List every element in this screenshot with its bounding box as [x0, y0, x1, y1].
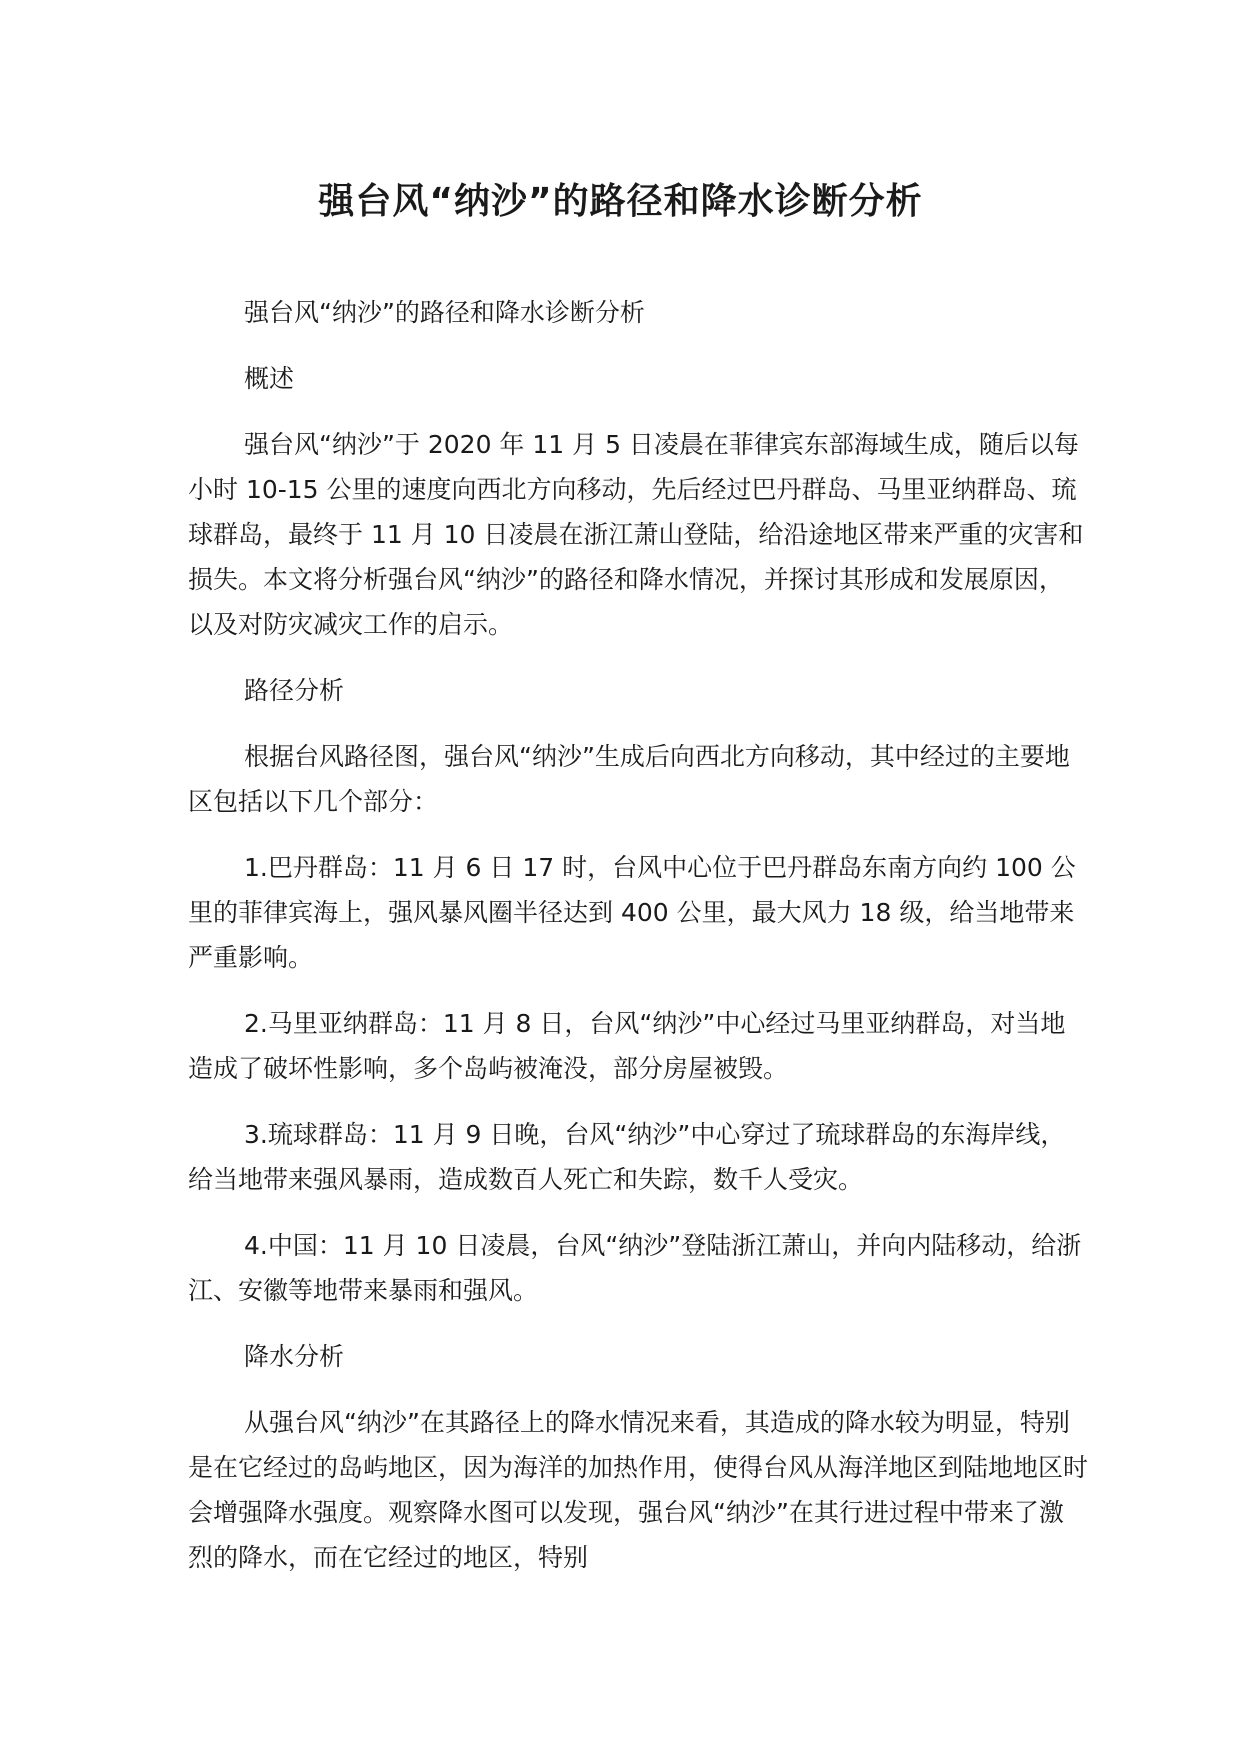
- subtitle-paragraph: 强台风“纳沙”的路径和降水诊断分析: [244, 298, 645, 327]
- section-heading-precipitation: 降水分析: [244, 1342, 345, 1371]
- section-heading-path: 路径分析: [244, 676, 345, 705]
- path-item-ryukyu: 3.琉球群岛：11 月 9 日晚，台风“纳沙”中心穿过了琉球群岛的东海岸线，给当地带来强风暴雨，造成数百人死亡和失踪，数千人受灾。: [188, 1120, 1066, 1194]
- overview-paragraph: 强台风“纳沙”于 2020 年 11 月 5 日凌晨在菲律宾东部海域生成，随后以每小时 10-15 公里的速度向西北方向移动，先后经过巴丹群岛、马里亚纳群岛、琉球群岛，最终于 11 月 10 日凌晨在浙江萧山登陆，给沿途地区带来严重的灾害和损失。本文将分析强台风“纳沙”的路径和降水情况，并探讨其形成和发展原因，以及对防灾减灾工作的启示。: [188, 430, 1084, 639]
- section-heading-overview: 概述: [244, 364, 295, 393]
- path-item-batan: 1.巴丹群岛：11 月 6 日 17 时，台风中心位于巴丹群岛东南方向约 100 公里的菲律宾海上，强风暴风圈半径达到 400 公里，最大风力 18 级，给当地带来严重影响。: [188, 853, 1076, 972]
- document-title: 强台风“纳沙”的路径和降水诊断分析: [318, 181, 923, 222]
- precipitation-paragraph: 从强台风“纳沙”在其路径上的降水情况来看，其造成的降水较为明显，特别是在它经过的岛屿地区，因为海洋的加热作用，使得台风从海洋地区到陆地地区时会增强降水强度。观察降水图可以发现，强台风“纳沙”在其行进过程中带来了激烈的降水，而在它经过的地区，特别: [188, 1408, 1089, 1572]
- path-intro-paragraph: 根据台风路径图，强台风“纳沙”生成后向西北方向移动，其中经过的主要地区包括以下几个部分：: [188, 742, 1070, 816]
- path-item-mariana: 2.马里亚纳群岛：11 月 8 日，台风“纳沙”中心经过马里亚纳群岛，对当地造成了破坏性影响，多个岛屿被淹没，部分房屋被毁。: [188, 1009, 1066, 1083]
- path-item-china: 4.中国：11 月 10 日凌晨，台风“纳沙”登陆浙江萧山，并向内陆移动，给浙江、安徽等地带来暴雨和强风。: [188, 1231, 1082, 1305]
- document-body: [188, 290, 1088, 1601]
